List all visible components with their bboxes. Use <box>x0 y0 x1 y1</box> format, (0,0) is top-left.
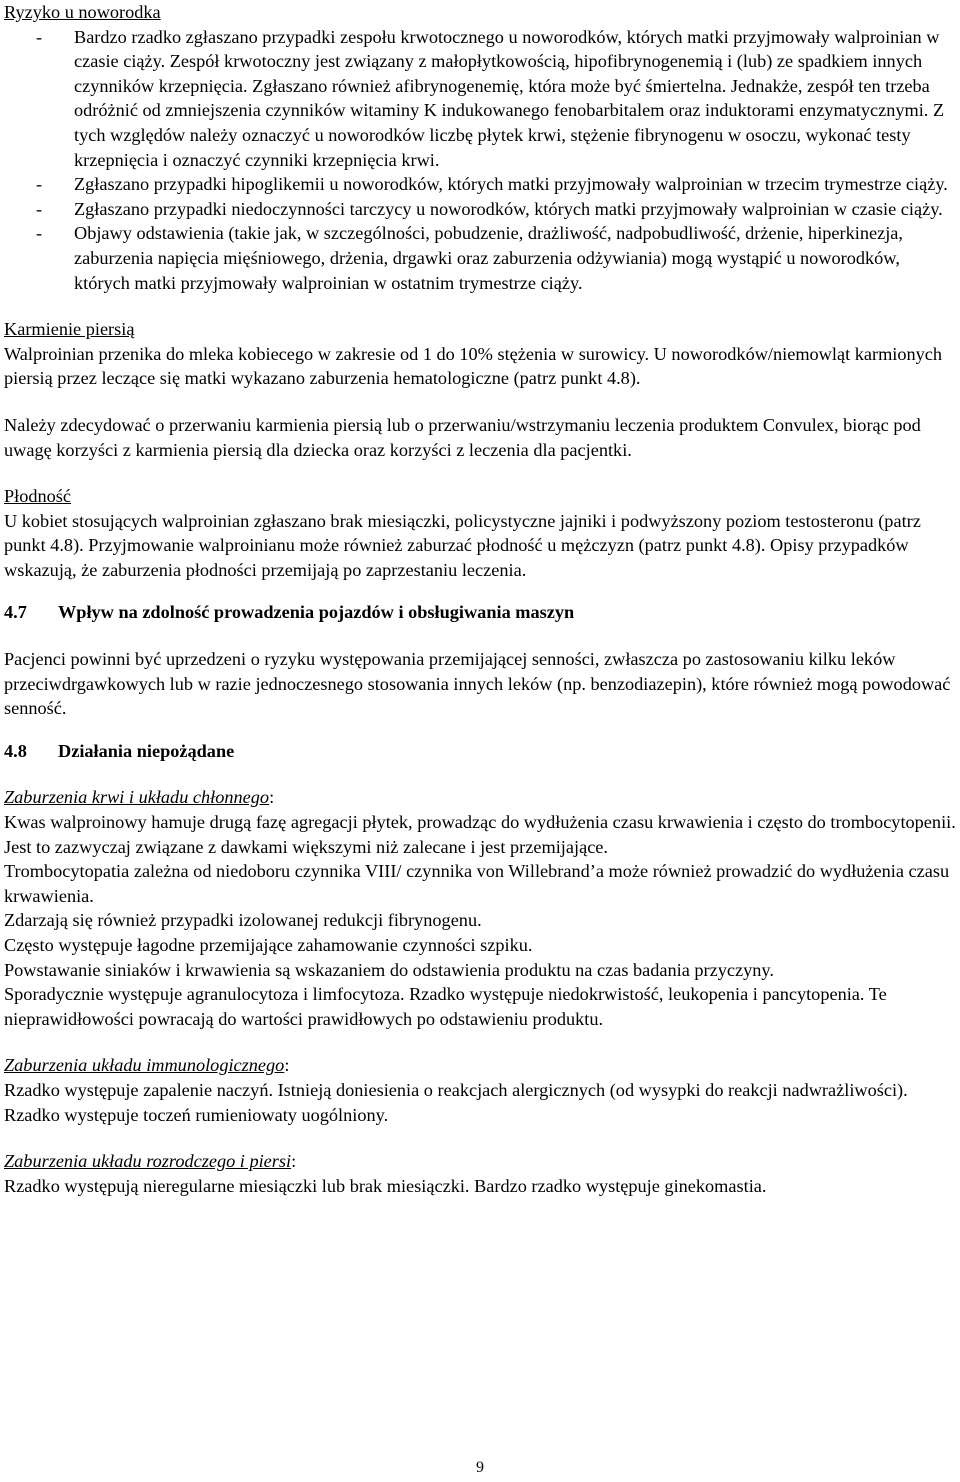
subheading-immune: Zaburzenia układu immunologicznego: <box>4 1055 290 1076</box>
document-page <box>4 0 956 1198</box>
paragraph: Sporadycznie występuje agranulocytoza i limfocytoza. Rzadko występuje niedokrwistość, leukopenia i pancytopenia. Te nieprawidłowości powracają do wartości prawidłowych po odstawieniu produktu. <box>4 984 887 1029</box>
paragraph: Często występuje łagodne przemijające zahamowanie czynności szpiku. <box>4 935 533 955</box>
paragraph: Zdarzają się również przypadki izolowanej redukcji fibrynogenu. <box>4 910 482 931</box>
heading-fertility: Płodność <box>4 486 72 507</box>
list-item-text: Zgłaszano przypadki niedoczynności tarczycy u noworodków, których matki przyjmowały walproinian w czasie ciąży. <box>74 198 943 219</box>
page-number: 9 <box>476 1459 484 1476</box>
paragraph: Trombocytopatia zależna od niedoboru czynnika VIII/ czynnika von Willebrand’a może również prowadzić do wydłużenia czasu krwawienia. <box>4 861 950 906</box>
section-number: 4.8 <box>4 740 27 761</box>
list-dash: - <box>36 26 43 47</box>
paragraph: Rzadko występuje zapalenie naczyń. Istnieją doniesienia o reakcjach alergicznych (od wysypki do reakcji nadwrażliwości). Rzadko występuje toczeń rumieniowaty uogólniony. <box>4 1079 908 1125</box>
paragraph: Walproinian przenika do mleka kobiecego w zakresie od 1 do 10% stężenia w surowicy. U noworodków/niemowląt karmionych piersią przez leczące się matki wykazano zaburzenia hematologiczne (patrz punkt 4.8). <box>4 343 943 389</box>
paragraph: Pacjenci powinni być uprzedzeni o ryzyku występowania przemijającej senności, zwłaszcza po zastosowaniu kilku leków przeciwdrgawkowych lub w razie jednoczesnego stosowania innych leków (np. benzodiazepin), które również mogą powodować senność. <box>4 649 951 719</box>
list-dash: - <box>36 174 43 195</box>
list-item-text: Objawy odstawienia (takie jak, w szczególności, pobudzenie, drażliwość, nadpobudliwość, drżenie, hiperkinezja, zaburzenia napięcia mięśniowego, drżenia, drgawki oraz zaburzenia odżywiania) mogą wystąpić u noworodków, których matki przyjmowały walproinian w ostatnim trymestrze ciąży. <box>74 223 903 293</box>
list-item-text: Zgłaszano przypadki hipoglikemii u noworodków, których matki przyjmowały walproinian w trzecim trymestrze ciąży. <box>74 174 948 195</box>
section-title: Wpływ na zdolność prowadzenia pojazdów i obsługiwania maszyn <box>58 602 575 623</box>
list-item <box>4 25 956 173</box>
paragraph: Rzadko występują nieregularne miesiączki lub brak miesiączki. Bardzo rzadko występuje ginekomastia. <box>4 1175 767 1196</box>
paragraph: Należy zdecydować o przerwaniu karmienia piersią lub o przerwaniu/wstrzymaniu leczenia produktem Convulex, biorąc pod uwagę korzyści z karmienia piersią dla dziecka oraz korzyści z leczenia dla pacjentki. <box>4 414 921 460</box>
heading-breastfeeding: Karmienie piersią <box>4 319 135 340</box>
list-item-text: Bardzo rzadko zgłaszano przypadki zespołu krwotocznego u noworodków, których matki przyjmowały walproinian w czasie ciąży. Zespół krwotoczny jest związany z małopłytkowością, hipofibrynogenemią i (lub) ze spadkiem innych czynników krzepnięcia. Zgłaszano również afibrynogenemię, która może być śmiertelna. Jednakże, zespół ten trzeba odróżnić od zmniejszenia czynników witaminy K indukowanego fenobarbitalem oraz induktorami enzymatycznymi. Z tych względów należy oznaczyć u noworodków liczbę płytek krwi, stężenie fibrynogenu w osoczu, wykonać testy krzepnięcia i oznaczyć czynniki krzepnięcia krwi. <box>74 26 945 170</box>
list-item <box>4 172 956 197</box>
list-dash: - <box>36 198 43 219</box>
subheading-blood: Zaburzenia krwi i układu chłonnego: <box>4 787 275 808</box>
list-item <box>4 197 956 222</box>
section-title: Działania niepożądane <box>58 740 235 761</box>
section-heading-4-8 <box>4 739 956 764</box>
subheading-reproductive: Zaburzenia układu rozrodczego i piersi: <box>4 1151 297 1172</box>
section-heading-4-7 <box>4 600 956 625</box>
heading-newborn-risk: Ryzyko u noworodka <box>4 2 161 22</box>
section-number: 4.7 <box>4 602 27 623</box>
list-dash: - <box>36 223 43 244</box>
list-item <box>4 221 956 295</box>
paragraph: Kwas walproinowy hamuje drugą fazę agregacji płytek, prowadząc do wydłużenia czasu krwawienia i często do trombocytopenii. Jest to zazwyczaj związane z dawkami większymi niż zalecane i jest przemijające. <box>4 812 956 857</box>
paragraph: Powstawanie siniaków i krwawienia są wskazaniem do odstawienia produktu na czas badania przyczyny. <box>4 959 774 980</box>
paragraph: U kobiet stosujących walproinian zgłaszano brak miesiączki, policystyczne jajniki i podwyższony poziom testosteronu (patrz punkt 4.8). Przyjmowanie walproinianu może również zaburzać płodność u mężczyzn (patrz punkt 4.8). Opisy przypadków wskazują, że zaburzenia płodności przemijają po zaprzestaniu leczenia. <box>4 510 921 580</box>
